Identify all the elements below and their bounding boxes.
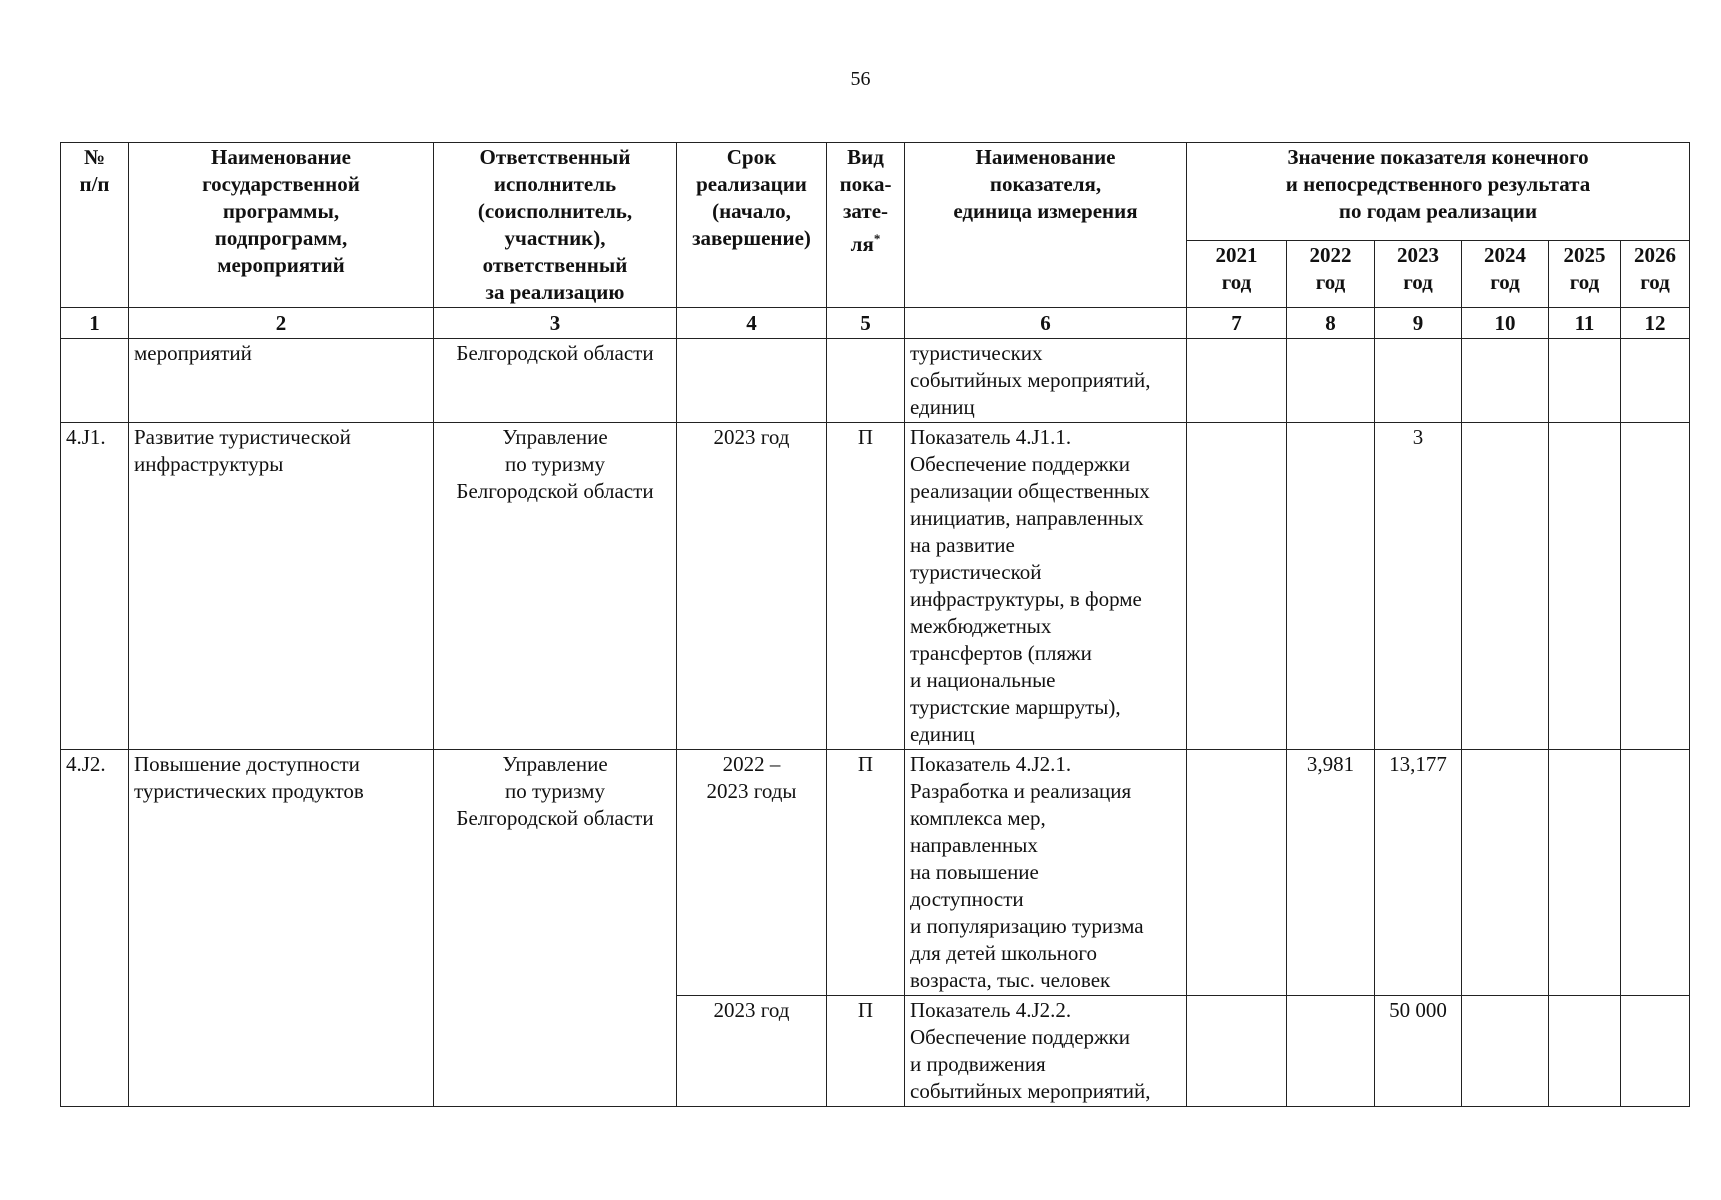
header-indicator-kind-mark: * bbox=[873, 231, 881, 246]
column-number: 5 bbox=[827, 308, 905, 339]
column-number: 6 bbox=[905, 308, 1187, 339]
column-numbers-row bbox=[61, 308, 1690, 339]
page-number: 56 bbox=[850, 68, 871, 90]
row-value-2025 bbox=[1549, 996, 1621, 1107]
header-indicator-name: Наименование показателя, единица измерения bbox=[905, 143, 1187, 308]
row-value-2022 bbox=[1287, 996, 1375, 1107]
row-value-2023: 50 000 bbox=[1375, 996, 1462, 1107]
table-row bbox=[61, 339, 1690, 423]
row-period bbox=[677, 339, 827, 423]
row-responsible: Белгородской области bbox=[434, 339, 677, 423]
column-number: 1 bbox=[61, 308, 129, 339]
header-year-2024: 2024 год bbox=[1462, 241, 1549, 308]
row-indicator-name: Показатель 4.J2.2. Обеспечение поддержки и продвижения событийных мероприятий, bbox=[905, 996, 1187, 1107]
table-row bbox=[61, 423, 1690, 750]
row-program-name: Повышение доступности туристических продуктов bbox=[129, 750, 434, 1107]
column-number: 12 bbox=[1621, 308, 1690, 339]
header-period: Срок реализации (начало, завершение) bbox=[677, 143, 827, 308]
header-year-2025: 2025 год bbox=[1549, 241, 1621, 308]
column-number: 9 bbox=[1375, 308, 1462, 339]
header-indicator-kind bbox=[827, 143, 905, 308]
column-number: 4 bbox=[677, 308, 827, 339]
row-value-2022 bbox=[1287, 339, 1375, 423]
row-value-2023: 13,177 bbox=[1375, 750, 1462, 996]
row-indicator-kind: П bbox=[827, 423, 905, 750]
row-value-2021 bbox=[1187, 339, 1287, 423]
column-number: 8 bbox=[1287, 308, 1375, 339]
row-value-2023 bbox=[1375, 339, 1462, 423]
indicators-table bbox=[60, 142, 1690, 1107]
header-values-group: Значение показателя конечного и непосредственного результата по годам реализации bbox=[1187, 143, 1690, 241]
row-program-name: Развитие туристической инфраструктуры bbox=[129, 423, 434, 750]
column-number: 2 bbox=[129, 308, 434, 339]
row-value-2021 bbox=[1187, 423, 1287, 750]
header-responsible: Ответственный исполнитель (соисполнитель, участник), ответственный за реализацию bbox=[434, 143, 677, 308]
header-number: № п/п bbox=[61, 143, 129, 308]
row-responsible: Управление по туризму Белгородской области bbox=[434, 750, 677, 1107]
row-responsible: Управление по туризму Белгородской области bbox=[434, 423, 677, 750]
row-value-2026 bbox=[1621, 750, 1690, 996]
row-number: 4.J1. bbox=[61, 423, 129, 750]
row-indicator-kind: П bbox=[827, 996, 905, 1107]
table-header-row bbox=[61, 143, 1690, 241]
row-value-2024 bbox=[1462, 339, 1549, 423]
row-indicator-kind: П bbox=[827, 750, 905, 996]
row-indicator-name: Показатель 4.J1.1. Обеспечение поддержки реализации общественных инициатив, направленных на развитие туристической инфраструктуры, в форме межбюджетных трансфертов (пляжи и национальные туристские маршруты), единиц bbox=[905, 423, 1187, 750]
row-indicator-name: туристических событийных мероприятий, единиц bbox=[905, 339, 1187, 423]
column-number: 11 bbox=[1549, 308, 1621, 339]
header-year-2022: 2022 год bbox=[1287, 241, 1375, 308]
column-number: 7 bbox=[1187, 308, 1287, 339]
row-value-2024 bbox=[1462, 996, 1549, 1107]
row-value-2021 bbox=[1187, 996, 1287, 1107]
header-indicator-kind-text: Вид пока- зате- ля bbox=[839, 145, 892, 256]
row-number: 4.J2. bbox=[61, 750, 129, 1107]
row-period: 2022 – 2023 годы bbox=[677, 750, 827, 996]
row-number bbox=[61, 339, 129, 423]
header-program-name: Наименование государственной программы, подпрограмм, мероприятий bbox=[129, 143, 434, 308]
row-indicator-kind bbox=[827, 339, 905, 423]
row-value-2024 bbox=[1462, 750, 1549, 996]
row-value-2026 bbox=[1621, 423, 1690, 750]
row-value-2025 bbox=[1549, 423, 1621, 750]
column-number: 3 bbox=[434, 308, 677, 339]
row-value-2026 bbox=[1621, 996, 1690, 1107]
row-period: 2023 год bbox=[677, 996, 827, 1107]
row-period: 2023 год bbox=[677, 423, 827, 750]
row-program-name: мероприятий bbox=[129, 339, 434, 423]
table-row bbox=[61, 750, 1690, 996]
row-value-2022 bbox=[1287, 423, 1375, 750]
column-number: 10 bbox=[1462, 308, 1549, 339]
header-year-2026: 2026 год bbox=[1621, 241, 1690, 308]
header-year-2023: 2023 год bbox=[1375, 241, 1462, 308]
row-value-2025 bbox=[1549, 750, 1621, 996]
row-value-2024 bbox=[1462, 423, 1549, 750]
row-indicator-name: Показатель 4.J2.1. Разработка и реализация комплекса мер, направленных на повышение доступности и популяризацию туризма для детей школьного возраста, тыс. человек bbox=[905, 750, 1187, 996]
row-value-2023: 3 bbox=[1375, 423, 1462, 750]
header-year-2021: 2021 год bbox=[1187, 241, 1287, 308]
row-value-2026 bbox=[1621, 339, 1690, 423]
row-value-2021 bbox=[1187, 750, 1287, 996]
row-value-2022: 3,981 bbox=[1287, 750, 1375, 996]
row-value-2025 bbox=[1549, 339, 1621, 423]
